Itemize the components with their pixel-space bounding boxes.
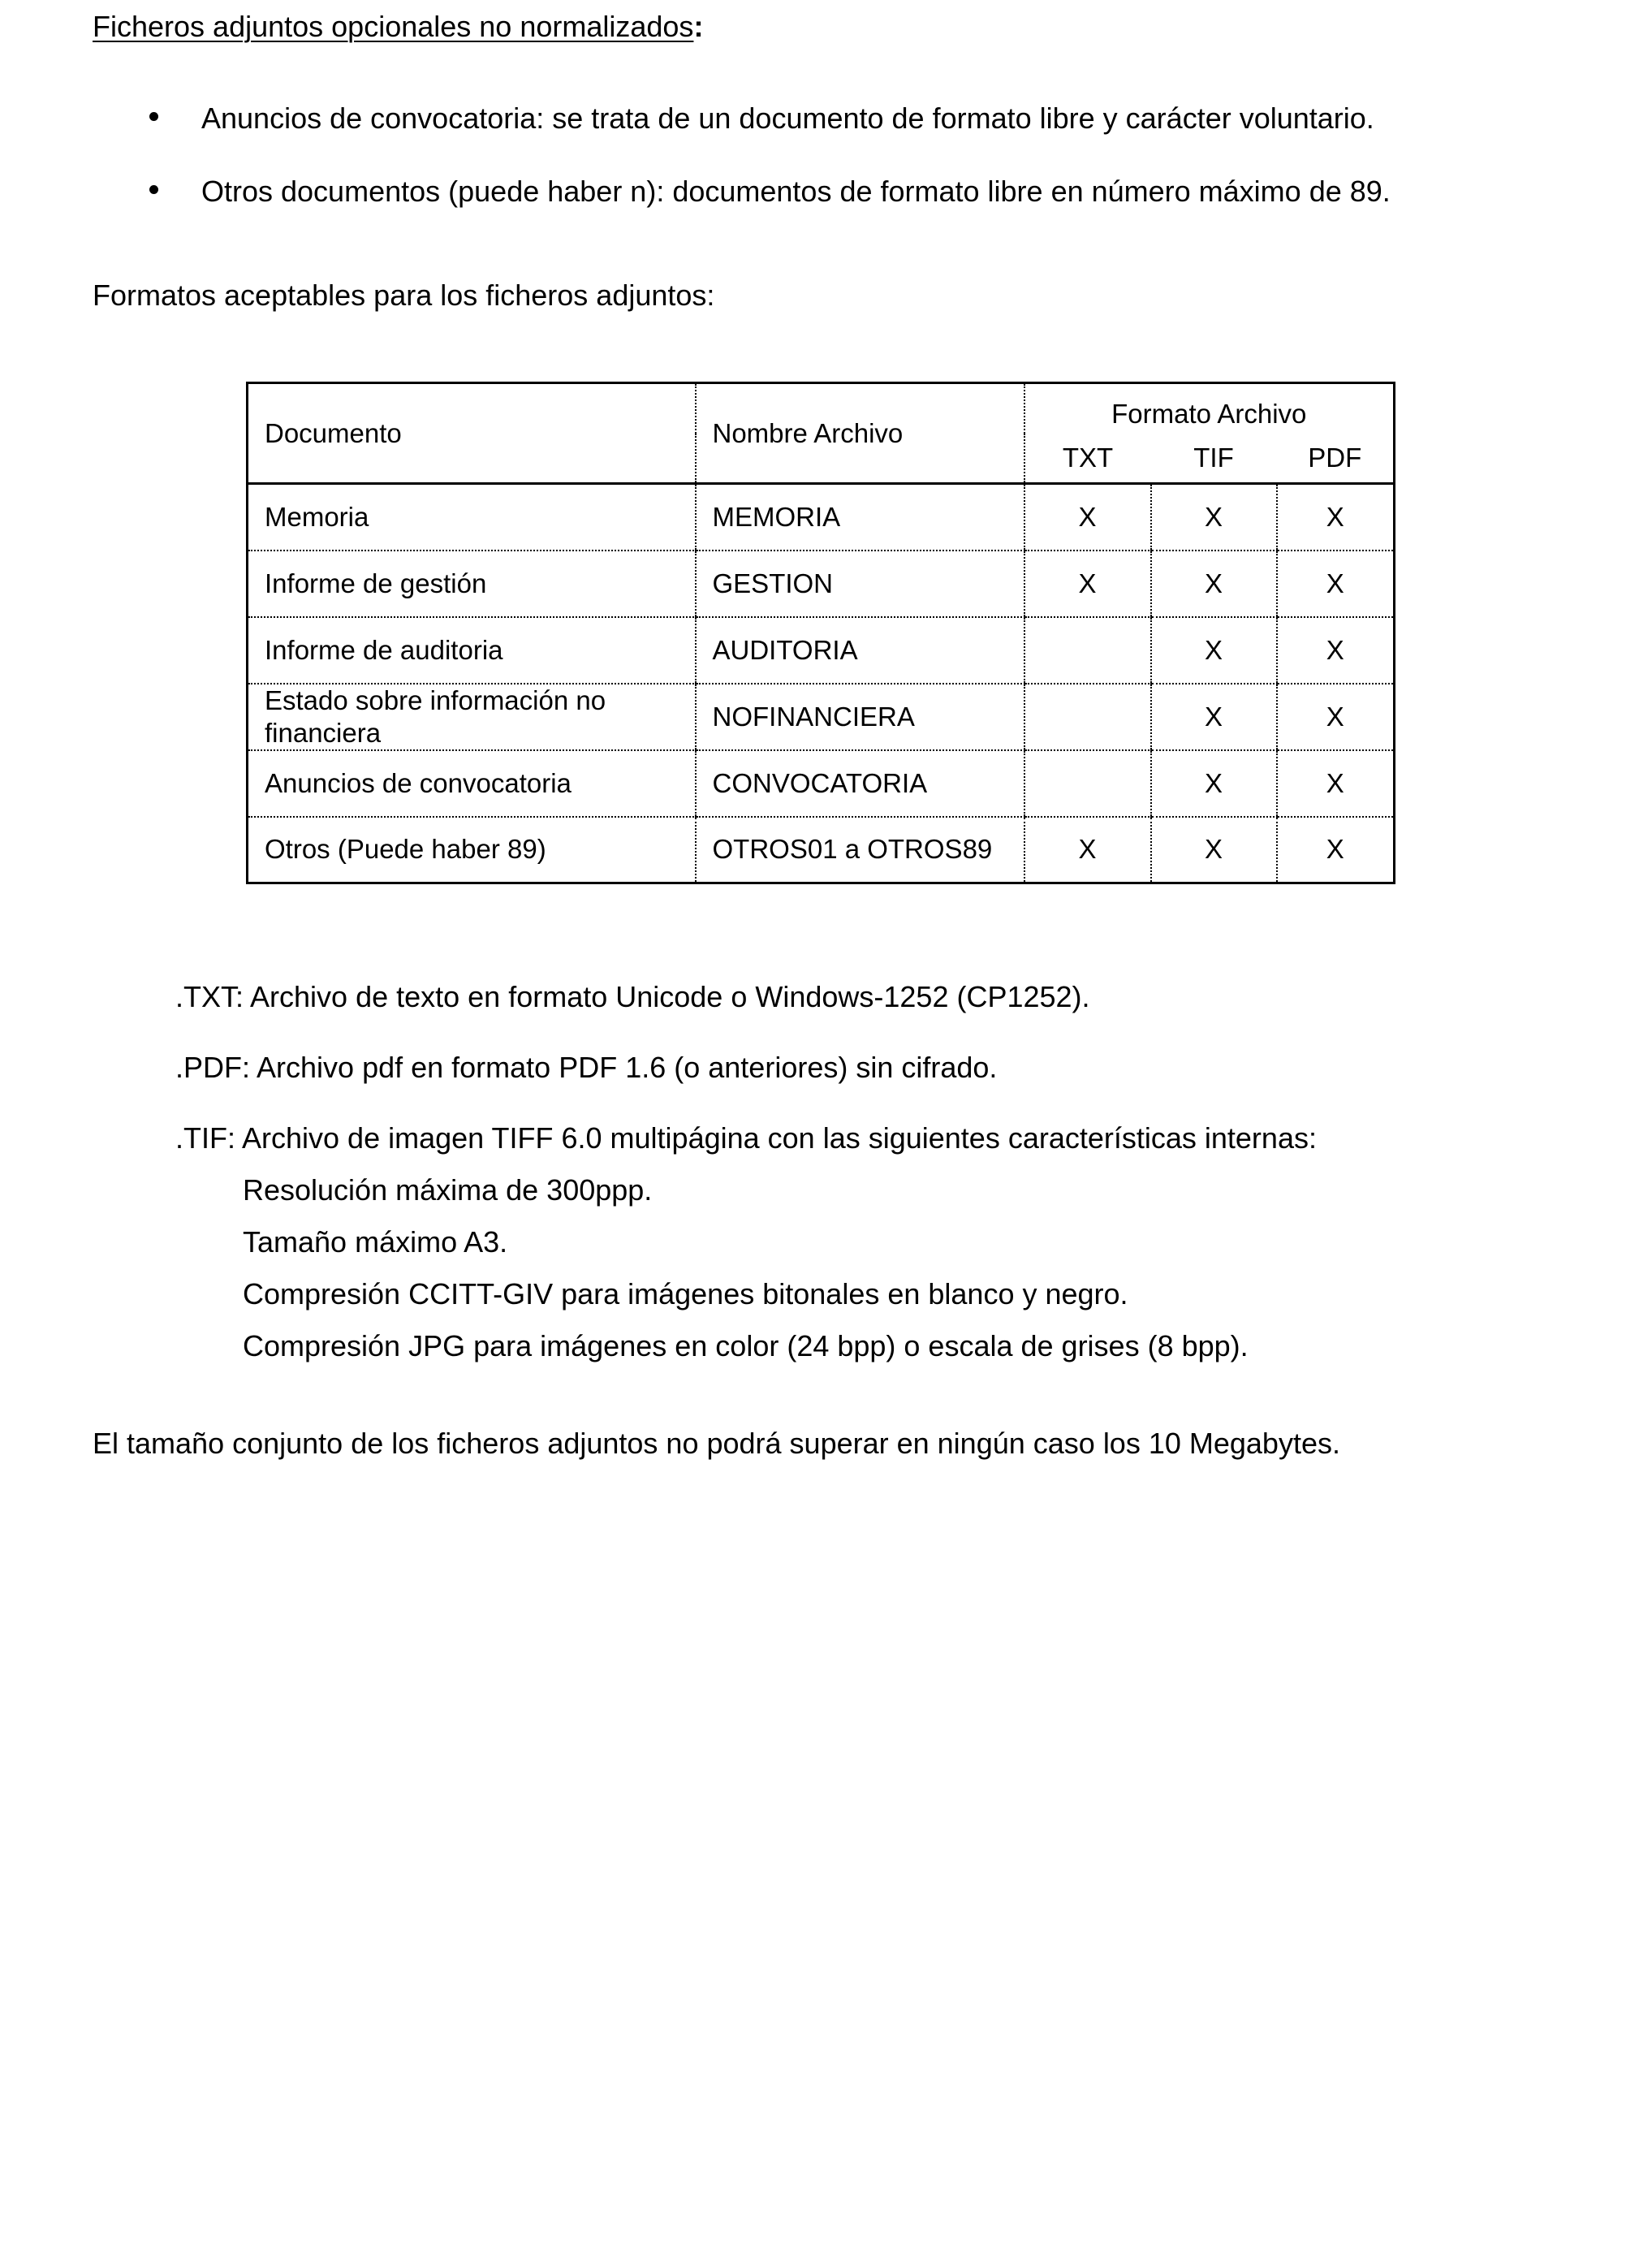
cell-pdf: X	[1277, 484, 1395, 551]
header-nombre-archivo: Nombre Archivo	[696, 383, 1024, 484]
cell-tif: X	[1151, 750, 1277, 817]
bullet-item: Otros documentos (puede haber n): documentos de formato libre en número máximo de 89.	[201, 175, 1391, 208]
bullet-marker	[149, 185, 158, 194]
tif-detail: Tamaño máximo A3.	[243, 1225, 508, 1259]
cell-tif: X	[1151, 684, 1277, 750]
table-row	[248, 817, 1395, 883]
cell-txt	[1024, 684, 1151, 750]
cell-pdf: X	[1277, 684, 1395, 750]
section-heading-text: Ficheros adjuntos opcionales no normalizados	[93, 10, 694, 43]
table-row	[248, 750, 1395, 817]
cell-nombre: NOFINANCIERA	[696, 684, 1024, 750]
cell-tif: X	[1151, 817, 1277, 883]
cell-nombre: OTROS01 a OTROS89	[696, 817, 1024, 883]
cell-nombre: AUDITORIA	[696, 617, 1024, 684]
bullet-item: Anuncios de convocatoria: se trata de un documento de formato libre y carácter voluntario.	[201, 101, 1374, 135]
note-pdf: .PDF: Archivo pdf en formato PDF 1.6 (o anteriores) sin cifrado.	[175, 1051, 998, 1084]
cell-tif: X	[1151, 551, 1277, 617]
cell-tif: X	[1151, 484, 1277, 551]
header-tif: TIF	[1151, 434, 1277, 484]
cell-txt: X	[1024, 484, 1151, 551]
cell-nombre: CONVOCATORIA	[696, 750, 1024, 817]
cell-tif: X	[1151, 617, 1277, 684]
header-documento: Documento	[248, 383, 696, 484]
cell-documento: Informe de gestión	[248, 551, 696, 617]
section-heading	[93, 12, 703, 41]
note-tif: .TIF: Archivo de imagen TIFF 6.0 multipágina con las siguientes características internas:	[175, 1121, 1317, 1155]
cell-documento: Otros (Puede haber 89)	[248, 817, 696, 883]
cell-documento: Memoria	[248, 484, 696, 551]
cell-pdf: X	[1277, 617, 1395, 684]
cell-txt	[1024, 617, 1151, 684]
note-txt: .TXT: Archivo de texto en formato Unicode o Windows-1252 (CP1252).	[175, 980, 1090, 1013]
cell-pdf: X	[1277, 551, 1395, 617]
header-txt: TXT	[1024, 434, 1151, 484]
table-row	[248, 551, 1395, 617]
header-formato-archivo: Formato Archivo	[1024, 383, 1395, 434]
table-row	[248, 617, 1395, 684]
header-pdf: PDF	[1277, 434, 1395, 484]
cell-pdf: X	[1277, 750, 1395, 817]
bullet-marker	[149, 112, 158, 121]
cell-nombre: GESTION	[696, 551, 1024, 617]
table-row	[248, 684, 1395, 750]
tif-detail: Compresión CCITT-GIV para imágenes bitonales en blanco y negro.	[243, 1277, 1128, 1311]
cell-documento: Estado sobre información no financiera	[248, 684, 696, 750]
cell-pdf: X	[1277, 817, 1395, 883]
cell-documento: Informe de auditoria	[248, 617, 696, 684]
cell-txt	[1024, 750, 1151, 817]
cell-nombre: MEMORIA	[696, 484, 1024, 551]
formats-table	[246, 382, 1395, 884]
table-intro: Formatos aceptables para los ficheros adjuntos:	[93, 279, 715, 312]
cell-txt: X	[1024, 817, 1151, 883]
size-limit-note: El tamaño conjunto de los ficheros adjuntos no podrá superar en ningún caso los 10 Megabytes.	[93, 1427, 1340, 1460]
tif-detail: Resolución máxima de 300ppp.	[243, 1173, 653, 1207]
table-row	[248, 484, 1395, 551]
tif-detail: Compresión JPG para imágenes en color (24 bpp) o escala de grises (8 bpp).	[243, 1329, 1249, 1362]
cell-documento: Anuncios de convocatoria	[248, 750, 696, 817]
cell-txt: X	[1024, 551, 1151, 617]
section-heading-colon: :	[693, 10, 704, 43]
